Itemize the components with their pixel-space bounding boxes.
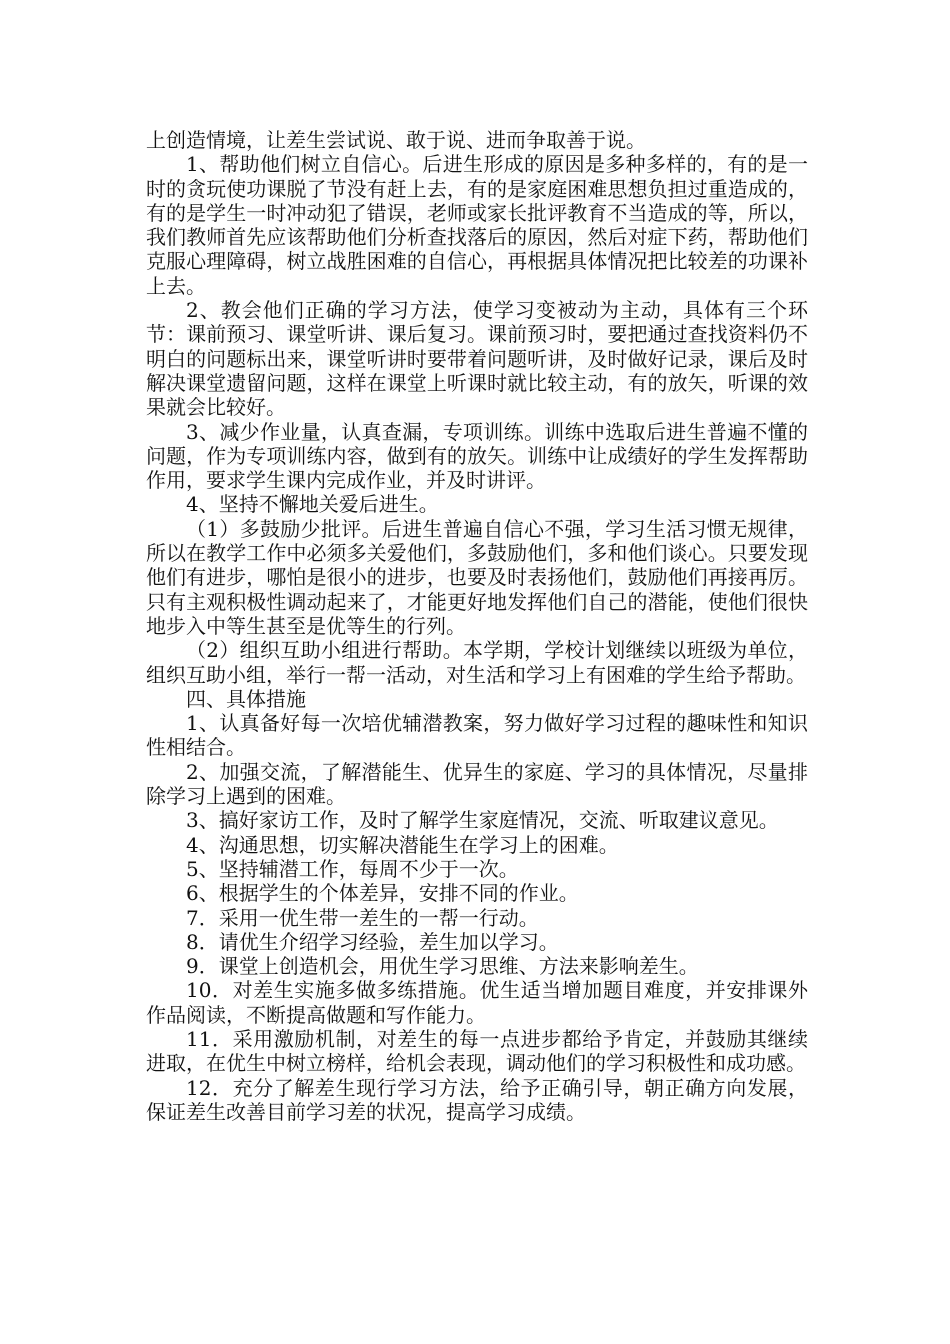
measure-item: 4、沟通思想，切实解决潜能生在学习上的困难。 [186,832,619,857]
paragraph-encourage: （1）多鼓励少批评。后进生普遍自信心不强，学习生活习惯无规律，所以在教学工作中必须多关爱他们，多鼓励他们，多和他们谈心。只要发现他们有进步，哪怕是很小的进步，也要及时表扬他们，鼓励他们再接再厉。只有主观积极性调动起来了，才能更好地发挥他们自己的潜能，使他们很快地步入中等生甚至是优等生的行列。 [146,516,808,638]
document-body [146,128,808,1124]
paragraph-continuation: 上创造情境，让差生尝试说、敢于说、进而争取善于说。 [146,128,646,152]
measure-item: 11．采用激励机制，对差生的每一点进步都给予肯定，并鼓励其继续进取，在优生中树立榜样，给机会表现，调动他们的学习积极性和成功感。 [146,1026,808,1076]
paragraph-care-students: 4、坚持不懈地关爱后进生。 [186,492,439,517]
paragraph-build-confidence: 1、帮助他们树立自信心。后进生形成的原因是多种多样的，有的是一时的贪玩使功课脱了节没有赶上去，有的是家庭困难思想负担过重造成的，有的是学生一时冲动犯了错误，老师或家长批评教育不当造成的等，所以，我们教师首先应该帮助他们分析查找落后的原因，然后对症下药，帮助他们克服心理障碍，树立战胜困难的自信心，再根据具体情况把比较差的功课补上去。 [146,152,808,298]
measure-item: 8．请优生介绍学习经验，差生加以学习。 [186,929,559,954]
measure-item: 9．课堂上创造机会，用优生学习思维、方法来影响差生。 [186,954,699,979]
measure-item: 2、加强交流，了解潜能生、优异生的家庭、学习的具体情况，尽量排除学习上遇到的困难。 [146,759,808,809]
paragraph-reduce-homework: 3、减少作业量，认真查漏，专项训练。训练中选取后进生普遍不懂的问题，作为专项训练内容，做到有的放矢。训练中让成绩好的学生发挥帮助作用，要求学生课内完成作业，并及时讲评。 [146,419,808,493]
measure-item: 3、搞好家访工作，及时了解学生家庭情况，交流、听取建议意见。 [186,808,779,833]
measure-item: 12．充分了解差生现行学习方法，给予正确引导，朝正确方向发展，保证差生改善目前学习差的状况，提高学习成绩。 [146,1075,808,1124]
measure-item: 5、坚持辅潜工作，每周不少于一次。 [186,856,519,881]
paragraph-mutual-help: （2）组织互助小组进行帮助。本学期，学校计划继续以班级为单位，组织互助小组，举行一帮一活动，对生活和学习上有困难的学生给予帮助。 [146,638,808,687]
measure-item: 7．采用一优生带一差生的一帮一行动。 [186,905,539,930]
section-heading-measures: 四、具体措施 [186,686,306,711]
paragraph-study-methods: 2、教会他们正确的学习方法，使学习变被动为主动，具体有三个环节：课前预习、课堂听讲、课后复习。课前预习时，要把通过查找资料仍不明白的问题标出来，课堂听讲时要带着问题听讲，及时做好记录，课后及时解决课堂遗留问题，这样在课堂上听课时就比较主动，有的放矢，听课的效果就会比较好。 [146,298,808,420]
measure-item: 10．对差生实施多做多练措施。优生适当增加题目难度，并安排课外作品阅读，不断提高做题和写作能力。 [146,978,808,1027]
measure-item: 1、认真备好每一次培优辅潜教案，努力做好学习过程的趣味性和知识性相结合。 [146,711,808,760]
measure-item: 6、根据学生的个体差异，安排不同的作业。 [186,881,579,906]
